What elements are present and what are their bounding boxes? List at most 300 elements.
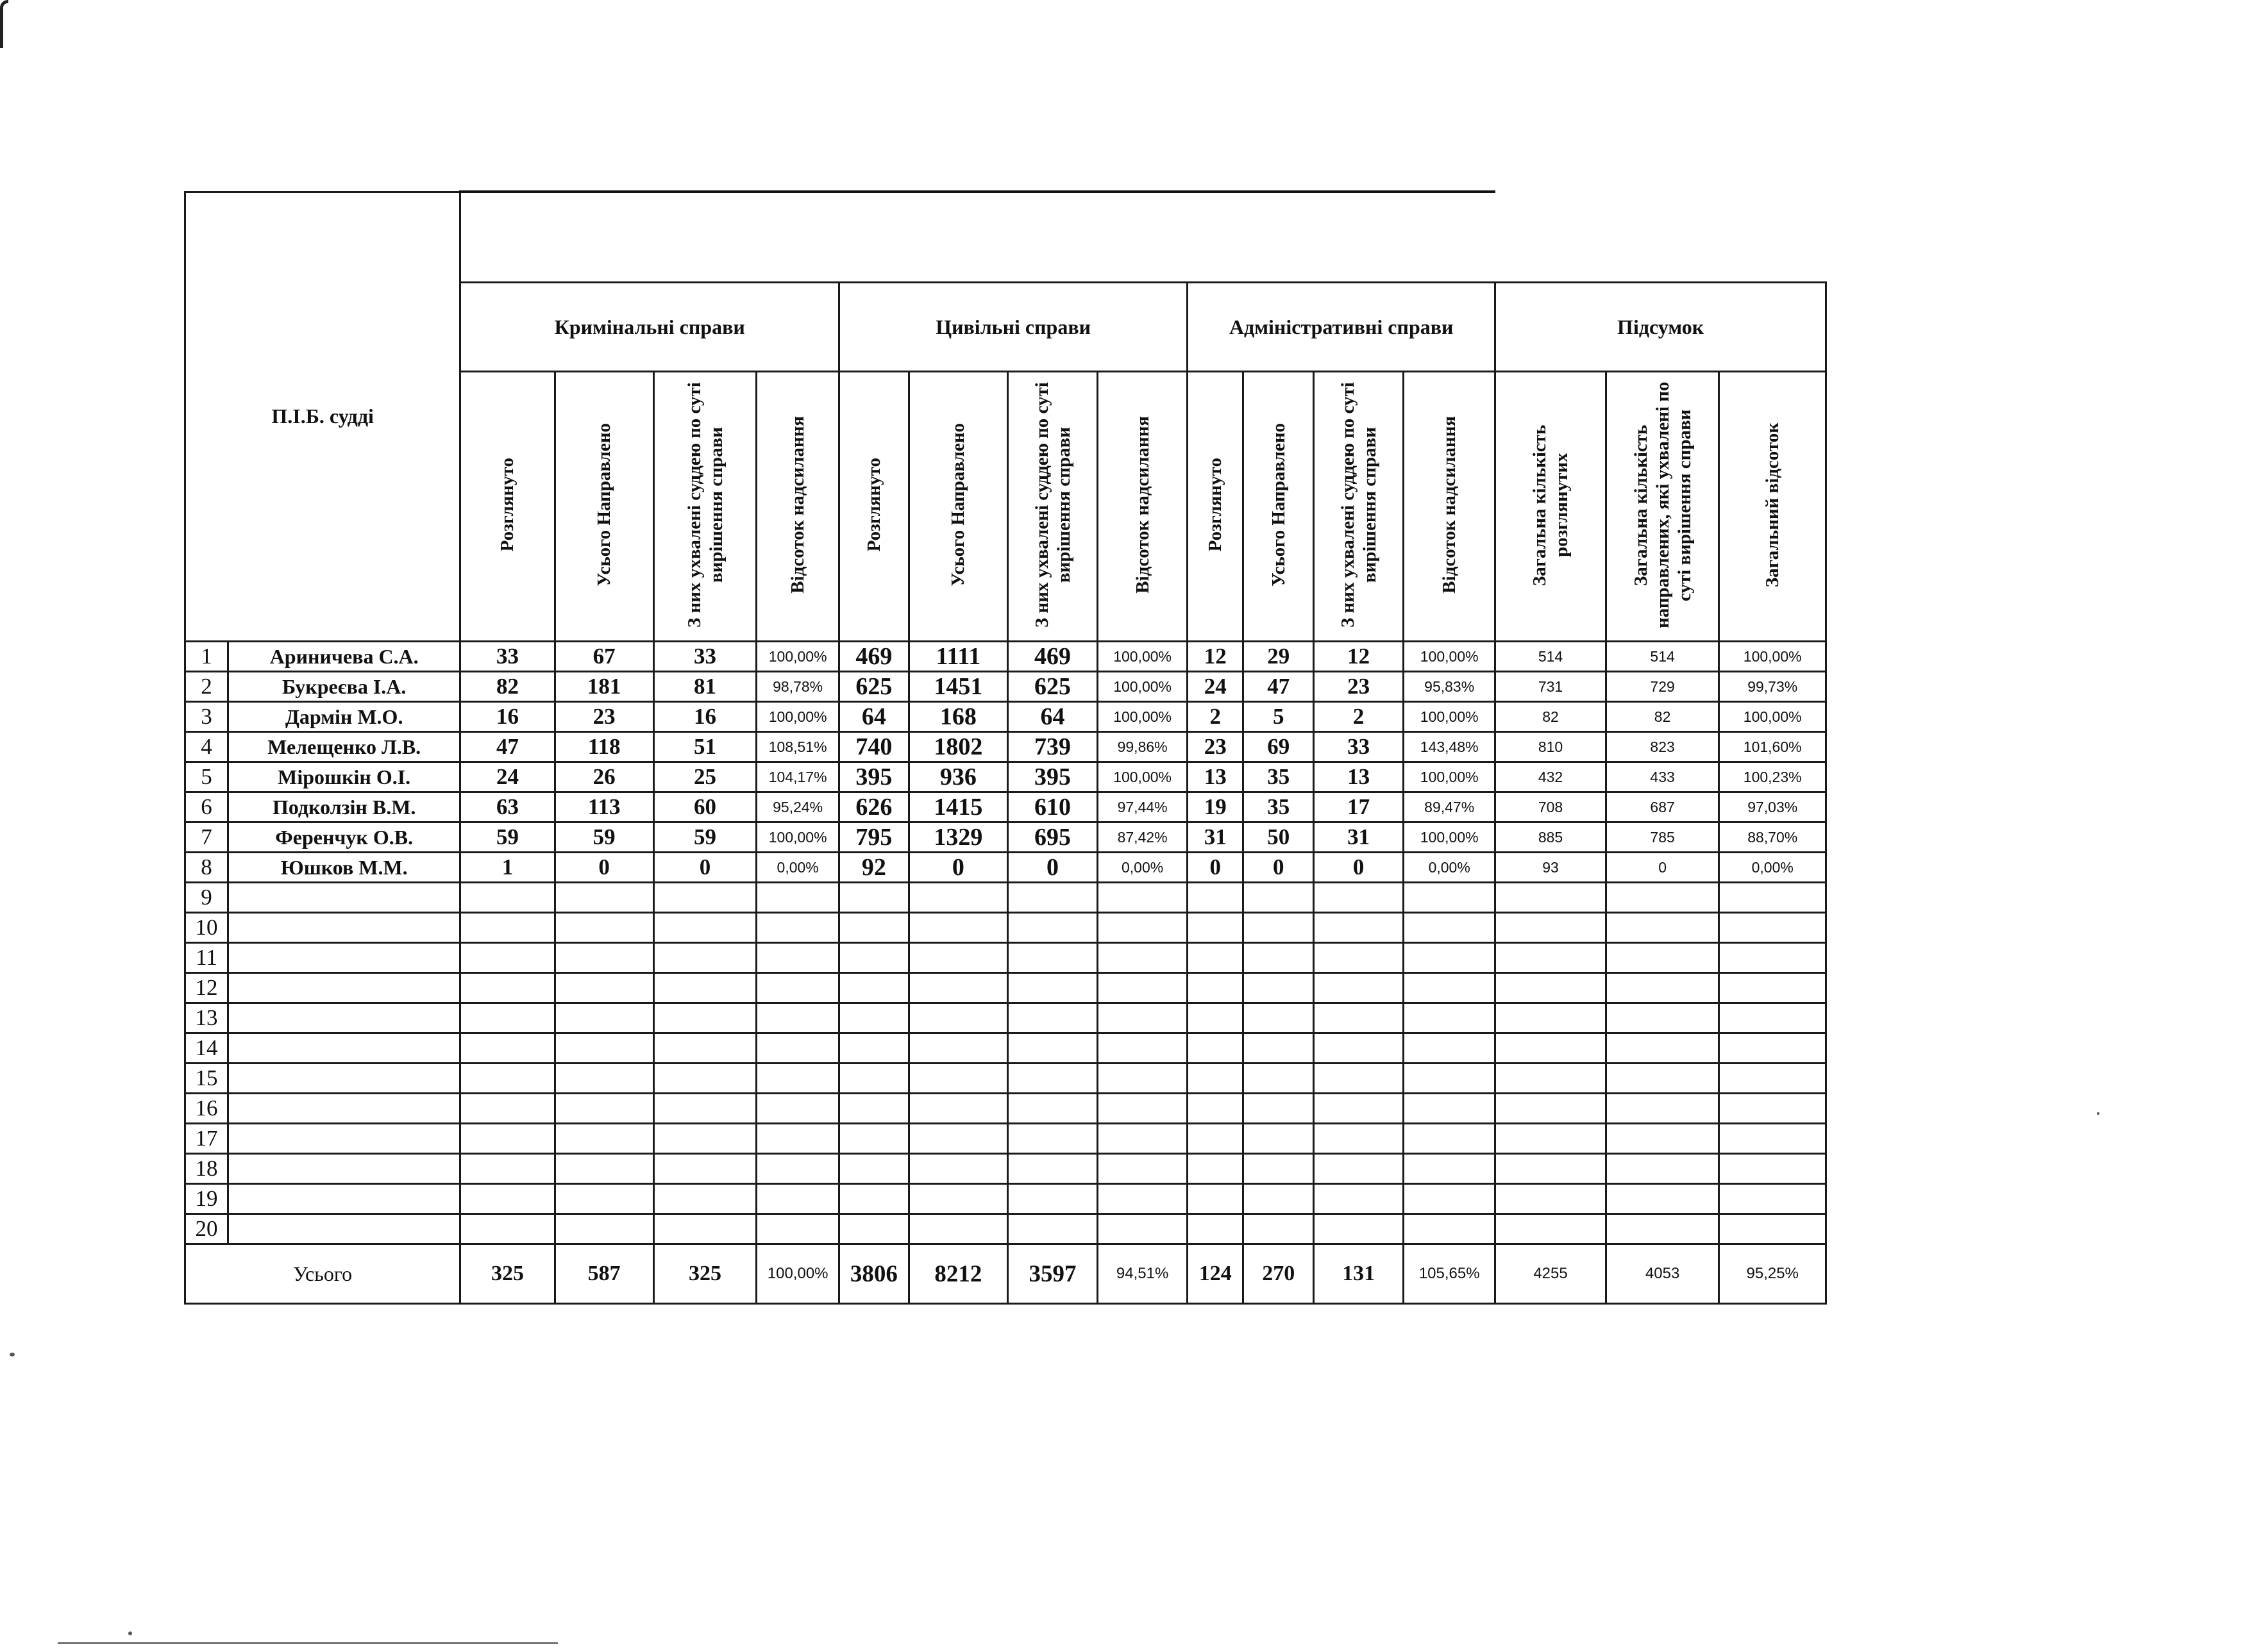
empty-cell — [839, 1064, 909, 1094]
empty-cell — [460, 1003, 555, 1033]
empty-cell — [555, 1154, 653, 1184]
empty-cell — [1719, 1094, 1826, 1124]
empty-cell — [839, 1094, 909, 1124]
empty-cell — [1314, 1154, 1404, 1184]
empty-cell — [1606, 1064, 1719, 1094]
administrative-value-1: 13 — [1188, 762, 1243, 792]
civil-value-2: 1451 — [909, 672, 1007, 702]
empty-cell — [555, 883, 653, 913]
criminal-value-3: 0 — [653, 853, 756, 883]
table-row-empty — [185, 943, 1826, 973]
administrative-value-3: 13 — [1314, 762, 1404, 792]
empty-cell — [1495, 1124, 1606, 1154]
judge-name: Букреєва І.А. — [228, 672, 460, 702]
table-row — [185, 672, 1826, 702]
table-row — [185, 702, 1826, 732]
empty-cell — [1243, 913, 1314, 943]
empty-cell — [1719, 913, 1826, 943]
civil-value-1: 64 — [839, 702, 909, 732]
empty-cell — [460, 1064, 555, 1094]
empty-cell — [1719, 883, 1826, 913]
empty-cell — [1606, 1124, 1719, 1154]
empty-cell — [1243, 883, 1314, 913]
empty-cell — [460, 943, 555, 973]
empty-cell — [1188, 973, 1243, 1003]
summary-value-1: 93 — [1495, 853, 1606, 883]
empty-cell — [1606, 1184, 1719, 1214]
criminal-value-1: 59 — [460, 822, 555, 853]
empty-cell — [228, 1003, 460, 1033]
administrative-value-4: 143,48% — [1404, 732, 1495, 762]
empty-cell — [1188, 1214, 1243, 1244]
total-summary-2: 4053 — [1606, 1244, 1719, 1304]
administrative-value-1: 24 — [1188, 672, 1243, 702]
summary-value-3: 88,70% — [1719, 822, 1826, 853]
empty-cell — [1098, 943, 1188, 973]
empty-cell — [460, 1124, 555, 1154]
judges-statistics-sheet — [184, 190, 1827, 1305]
empty-cell — [1098, 913, 1188, 943]
scan-page-edge — [0, 0, 8, 48]
empty-cell — [1188, 1064, 1243, 1094]
civil-subheader-label: Розглянуто — [863, 458, 884, 552]
empty-cell — [460, 973, 555, 1003]
empty-cell — [1098, 1124, 1188, 1154]
civil-value-3: 0 — [1007, 853, 1097, 883]
empty-cell — [1404, 1094, 1495, 1124]
administrative-value-2: 35 — [1243, 762, 1314, 792]
judge-name: Подколзін В.М. — [228, 792, 460, 822]
civil-value-2: 168 — [909, 702, 1007, 732]
empty-cell — [1495, 1154, 1606, 1184]
empty-cell — [1314, 1033, 1404, 1064]
administrative-value-2: 35 — [1243, 792, 1314, 822]
civil-value-4: 99,86% — [1098, 732, 1188, 762]
empty-cell — [1719, 1064, 1826, 1094]
empty-cell — [1188, 883, 1243, 913]
summary-value-1: 885 — [1495, 822, 1606, 853]
civil-subheader-1 — [839, 372, 909, 642]
empty-cell — [1098, 1064, 1188, 1094]
empty-cell — [909, 913, 1007, 943]
empty-cell — [839, 1214, 909, 1244]
civil-value-3: 739 — [1007, 732, 1097, 762]
empty-cell — [460, 1184, 555, 1214]
administrative-value-2: 69 — [1243, 732, 1314, 762]
summary-value-2: 433 — [1606, 762, 1719, 792]
empty-cell — [757, 1064, 839, 1094]
summary-subheader-label: Загальна кількість направлених, які ухвалені по суті вирішення справи — [1630, 381, 1695, 628]
empty-cell — [653, 1154, 756, 1184]
administrative-value-1: 0 — [1188, 853, 1243, 883]
summary-subheader-2 — [1606, 372, 1719, 642]
administrative-value-3: 2 — [1314, 702, 1404, 732]
empty-cell — [1404, 943, 1495, 973]
criminal-value-4: 104,17% — [757, 762, 839, 792]
row-number: 8 — [185, 853, 228, 883]
criminal-value-1: 82 — [460, 672, 555, 702]
administrative-subheader-label: Усього Направлено — [1268, 423, 1289, 587]
judge-name: Ариничева С.А. — [228, 642, 460, 672]
empty-cell — [1606, 1033, 1719, 1064]
empty-cell — [1188, 913, 1243, 943]
criminal-value-3: 33 — [653, 642, 756, 672]
empty-cell — [1007, 1184, 1097, 1214]
administrative-value-4: 100,00% — [1404, 822, 1495, 853]
empty-cell — [909, 1124, 1007, 1154]
empty-cell — [839, 883, 909, 913]
empty-cell — [757, 913, 839, 943]
empty-cell — [1404, 1003, 1495, 1033]
table-row-empty — [185, 883, 1826, 913]
administrative-subheader-2 — [1243, 372, 1314, 642]
table-row — [185, 642, 1826, 672]
empty-cell — [1188, 943, 1243, 973]
table-row-empty — [185, 1003, 1826, 1033]
empty-cell — [1404, 883, 1495, 913]
judge-name: Дармін М.О. — [228, 702, 460, 732]
criminal-value-1: 16 — [460, 702, 555, 732]
criminal-value-3: 81 — [653, 672, 756, 702]
summary-value-2: 729 — [1606, 672, 1719, 702]
administrative-value-3: 12 — [1314, 642, 1404, 672]
empty-cell — [555, 1184, 653, 1214]
total-administrative-2: 270 — [1243, 1244, 1314, 1304]
empty-cell — [1243, 1003, 1314, 1033]
civil-value-2: 1415 — [909, 792, 1007, 822]
empty-cell — [1404, 1154, 1495, 1184]
empty-cell — [460, 1033, 555, 1064]
empty-cell — [1098, 973, 1188, 1003]
civil-subheader-label: З них ухвалені суддею по суті вирішення справи — [1031, 382, 1074, 628]
civil-value-1: 740 — [839, 732, 909, 762]
empty-cell — [228, 1094, 460, 1124]
empty-cell — [839, 1033, 909, 1064]
empty-cell — [460, 883, 555, 913]
total-summary-3: 95,25% — [1719, 1244, 1826, 1304]
civil-value-2: 1111 — [909, 642, 1007, 672]
empty-cell — [555, 913, 653, 943]
empty-cell — [1098, 1184, 1188, 1214]
criminal-subheader-label: Усього Направлено — [594, 423, 615, 587]
table-row-empty — [185, 1124, 1826, 1154]
judge-name-header — [185, 192, 460, 642]
empty-cell — [909, 1154, 1007, 1184]
empty-cell — [1243, 1033, 1314, 1064]
empty-cell — [555, 1033, 653, 1064]
empty-cell — [1243, 1124, 1314, 1154]
administrative-subheader-3 — [1314, 372, 1404, 642]
table-row-empty — [185, 1064, 1826, 1094]
empty-cell — [1404, 973, 1495, 1003]
table-row — [185, 792, 1826, 822]
civil-value-3: 64 — [1007, 702, 1097, 732]
administrative-value-1: 2 — [1188, 702, 1243, 732]
administrative-value-2: 47 — [1243, 672, 1314, 702]
judge-name: Ференчук О.В. — [228, 822, 460, 853]
row-number: 5 — [185, 762, 228, 792]
administrative-value-3: 33 — [1314, 732, 1404, 762]
summary-value-2: 82 — [1606, 702, 1719, 732]
criminal-value-1: 47 — [460, 732, 555, 762]
row-number: 4 — [185, 732, 228, 762]
empty-cell — [653, 1214, 756, 1244]
empty-cell — [839, 973, 909, 1003]
administrative-subheader-label: Розглянуто — [1205, 458, 1226, 552]
empty-cell — [653, 913, 756, 943]
row-number: 11 — [185, 943, 228, 973]
summary-value-1: 731 — [1495, 672, 1606, 702]
empty-cell — [757, 1214, 839, 1244]
table-row — [185, 853, 1826, 883]
empty-cell — [1098, 883, 1188, 913]
row-number: 12 — [185, 973, 228, 1003]
empty-cell — [1495, 1094, 1606, 1124]
empty-cell — [1007, 973, 1097, 1003]
empty-cell — [228, 1154, 460, 1184]
empty-cell — [1007, 1094, 1097, 1124]
administrative-subheader-4 — [1404, 372, 1495, 642]
criminal-subheader-2 — [555, 372, 653, 642]
criminal-value-2: 23 — [555, 702, 653, 732]
judge-name: Юшков М.М. — [228, 853, 460, 883]
empty-cell — [228, 1214, 460, 1244]
criminal-subheader-label: Розглянуто — [497, 458, 518, 552]
summary-value-1: 708 — [1495, 792, 1606, 822]
empty-cell — [460, 1214, 555, 1244]
table-row-empty — [185, 1033, 1826, 1064]
civil-value-1: 469 — [839, 642, 909, 672]
empty-cell — [228, 913, 460, 943]
empty-cell — [653, 1064, 756, 1094]
table-row-empty — [185, 973, 1826, 1003]
empty-cell — [1606, 973, 1719, 1003]
administrative-value-4: 0,00% — [1404, 853, 1495, 883]
empty-cell — [1007, 1033, 1097, 1064]
header-blank-band — [460, 192, 1495, 283]
empty-cell — [1314, 1094, 1404, 1124]
criminal-value-2: 118 — [555, 732, 653, 762]
empty-cell — [460, 1094, 555, 1124]
empty-cell — [1188, 1124, 1243, 1154]
empty-cell — [909, 1003, 1007, 1033]
empty-cell — [1606, 943, 1719, 973]
administrative-value-1: 31 — [1188, 822, 1243, 853]
table-row-empty — [185, 1094, 1826, 1124]
empty-cell — [228, 1124, 460, 1154]
empty-cell — [757, 1154, 839, 1184]
summary-value-3: 100,23% — [1719, 762, 1826, 792]
empty-cell — [1098, 1214, 1188, 1244]
criminal-subheader-label: З них ухвалені суддею по суті вирішення справи — [684, 382, 727, 628]
empty-cell — [1007, 1154, 1097, 1184]
empty-cell — [757, 973, 839, 1003]
empty-cell — [555, 1003, 653, 1033]
empty-cell — [1098, 1033, 1188, 1064]
scan-speck — [128, 1631, 132, 1635]
summary-value-2: 785 — [1606, 822, 1719, 853]
civil-value-3: 395 — [1007, 762, 1097, 792]
administrative-value-2: 50 — [1243, 822, 1314, 853]
civil-value-3: 469 — [1007, 642, 1097, 672]
empty-cell — [1314, 1003, 1404, 1033]
row-number: 2 — [185, 672, 228, 702]
criminal-value-2: 59 — [555, 822, 653, 853]
empty-cell — [653, 1033, 756, 1064]
criminal-value-4: 100,00% — [757, 702, 839, 732]
scan-speck — [10, 1353, 15, 1356]
empty-cell — [1314, 1184, 1404, 1214]
criminal-value-4: 95,24% — [757, 792, 839, 822]
empty-cell — [839, 1154, 909, 1184]
empty-cell — [757, 1094, 839, 1124]
empty-cell — [1314, 1064, 1404, 1094]
judge-name: Мелещенко Л.В. — [228, 732, 460, 762]
criminal-value-3: 59 — [653, 822, 756, 853]
criminal-subheader-3 — [653, 372, 756, 642]
empty-cell — [1098, 1003, 1188, 1033]
empty-cell — [1098, 1094, 1188, 1124]
row-number: 6 — [185, 792, 228, 822]
empty-cell — [653, 1094, 756, 1124]
administrative-subheader-label: Відсоток надсилання — [1439, 416, 1460, 594]
empty-cell — [757, 943, 839, 973]
table-row — [185, 762, 1826, 792]
judge-name: Мірошкін О.І. — [228, 762, 460, 792]
empty-cell — [1243, 973, 1314, 1003]
criminal-cases-header: Кримінальні справи — [460, 283, 839, 372]
summary-header: Підсумок — [1495, 283, 1826, 372]
criminal-value-2: 67 — [555, 642, 653, 672]
criminal-subheader-4 — [757, 372, 839, 642]
summary-subheader-1 — [1495, 372, 1606, 642]
civil-subheader-3 — [1007, 372, 1097, 642]
row-number: 13 — [185, 1003, 228, 1033]
summary-value-3: 99,73% — [1719, 672, 1826, 702]
empty-cell — [839, 1003, 909, 1033]
scan-speck — [2097, 1112, 2099, 1115]
empty-cell — [555, 1214, 653, 1244]
administrative-subheader-label: З них ухвалені суддею по суті вирішення справи — [1337, 382, 1380, 628]
row-number: 14 — [185, 1033, 228, 1064]
total-row — [185, 1244, 1826, 1304]
empty-cell — [909, 1184, 1007, 1214]
empty-cell — [839, 943, 909, 973]
civil-value-4: 100,00% — [1098, 762, 1188, 792]
empty-cell — [1007, 1214, 1097, 1244]
empty-cell — [757, 883, 839, 913]
summary-value-2: 514 — [1606, 642, 1719, 672]
empty-cell — [653, 1184, 756, 1214]
summary-value-1: 810 — [1495, 732, 1606, 762]
criminal-value-2: 0 — [555, 853, 653, 883]
criminal-value-4: 0,00% — [757, 853, 839, 883]
empty-cell — [1314, 973, 1404, 1003]
empty-cell — [757, 1033, 839, 1064]
empty-cell — [839, 913, 909, 943]
empty-cell — [757, 1003, 839, 1033]
empty-cell — [1495, 913, 1606, 943]
empty-cell — [1314, 1214, 1404, 1244]
empty-cell — [653, 973, 756, 1003]
summary-value-1: 432 — [1495, 762, 1606, 792]
criminal-value-3: 25 — [653, 762, 756, 792]
empty-cell — [1243, 943, 1314, 973]
criminal-value-4: 100,00% — [757, 822, 839, 853]
row-number: 15 — [185, 1064, 228, 1094]
empty-cell — [653, 943, 756, 973]
empty-cell — [1314, 943, 1404, 973]
scan-bottom-edge — [58, 1642, 558, 1644]
empty-cell — [1404, 1033, 1495, 1064]
administrative-value-3: 31 — [1314, 822, 1404, 853]
row-number: 20 — [185, 1214, 228, 1244]
administrative-value-1: 19 — [1188, 792, 1243, 822]
civil-value-2: 0 — [909, 853, 1007, 883]
empty-cell — [1719, 1124, 1826, 1154]
empty-cell — [1314, 1124, 1404, 1154]
administrative-value-1: 12 — [1188, 642, 1243, 672]
civil-subheader-label: Усього Направлено — [948, 423, 969, 587]
total-administrative-3: 131 — [1314, 1244, 1404, 1304]
total-civil-1: 3806 — [839, 1244, 909, 1304]
civil-subheader-2 — [909, 372, 1007, 642]
civil-value-4: 100,00% — [1098, 702, 1188, 732]
empty-cell — [909, 1214, 1007, 1244]
empty-cell — [1243, 1184, 1314, 1214]
empty-cell — [555, 973, 653, 1003]
total-civil-3: 3597 — [1007, 1244, 1097, 1304]
empty-cell — [1719, 973, 1826, 1003]
civil-value-4: 97,44% — [1098, 792, 1188, 822]
empty-cell — [1606, 1154, 1719, 1184]
empty-cell — [1606, 1003, 1719, 1033]
empty-cell — [1719, 1033, 1826, 1064]
empty-cell — [1719, 1184, 1826, 1214]
criminal-value-3: 60 — [653, 792, 756, 822]
row-number: 9 — [185, 883, 228, 913]
civil-subheader-4 — [1098, 372, 1188, 642]
summary-subheader-label: Загальна кількість розглянутих — [1529, 424, 1572, 586]
civil-value-2: 1329 — [909, 822, 1007, 853]
civil-value-4: 87,42% — [1098, 822, 1188, 853]
empty-cell — [228, 1064, 460, 1094]
administrative-value-2: 29 — [1243, 642, 1314, 672]
empty-cell — [1007, 1064, 1097, 1094]
empty-cell — [1404, 1124, 1495, 1154]
administrative-value-2: 5 — [1243, 702, 1314, 732]
table-row-empty — [185, 913, 1826, 943]
civil-value-3: 610 — [1007, 792, 1097, 822]
empty-cell — [1495, 1033, 1606, 1064]
administrative-value-4: 89,47% — [1404, 792, 1495, 822]
administrative-value-4: 95,83% — [1404, 672, 1495, 702]
summary-value-1: 514 — [1495, 642, 1606, 672]
empty-cell — [1606, 883, 1719, 913]
empty-cell — [1495, 973, 1606, 1003]
empty-cell — [460, 913, 555, 943]
table-row-empty — [185, 1154, 1826, 1184]
summary-value-2: 687 — [1606, 792, 1719, 822]
civil-cases-header: Цивільні справи — [839, 283, 1188, 372]
administrative-subheader-1 — [1188, 372, 1243, 642]
empty-cell — [1188, 1184, 1243, 1214]
total-criminal-4: 100,00% — [757, 1244, 839, 1304]
row-number: 10 — [185, 913, 228, 943]
empty-cell — [1404, 913, 1495, 943]
empty-cell — [1007, 943, 1097, 973]
empty-cell — [1495, 1003, 1606, 1033]
